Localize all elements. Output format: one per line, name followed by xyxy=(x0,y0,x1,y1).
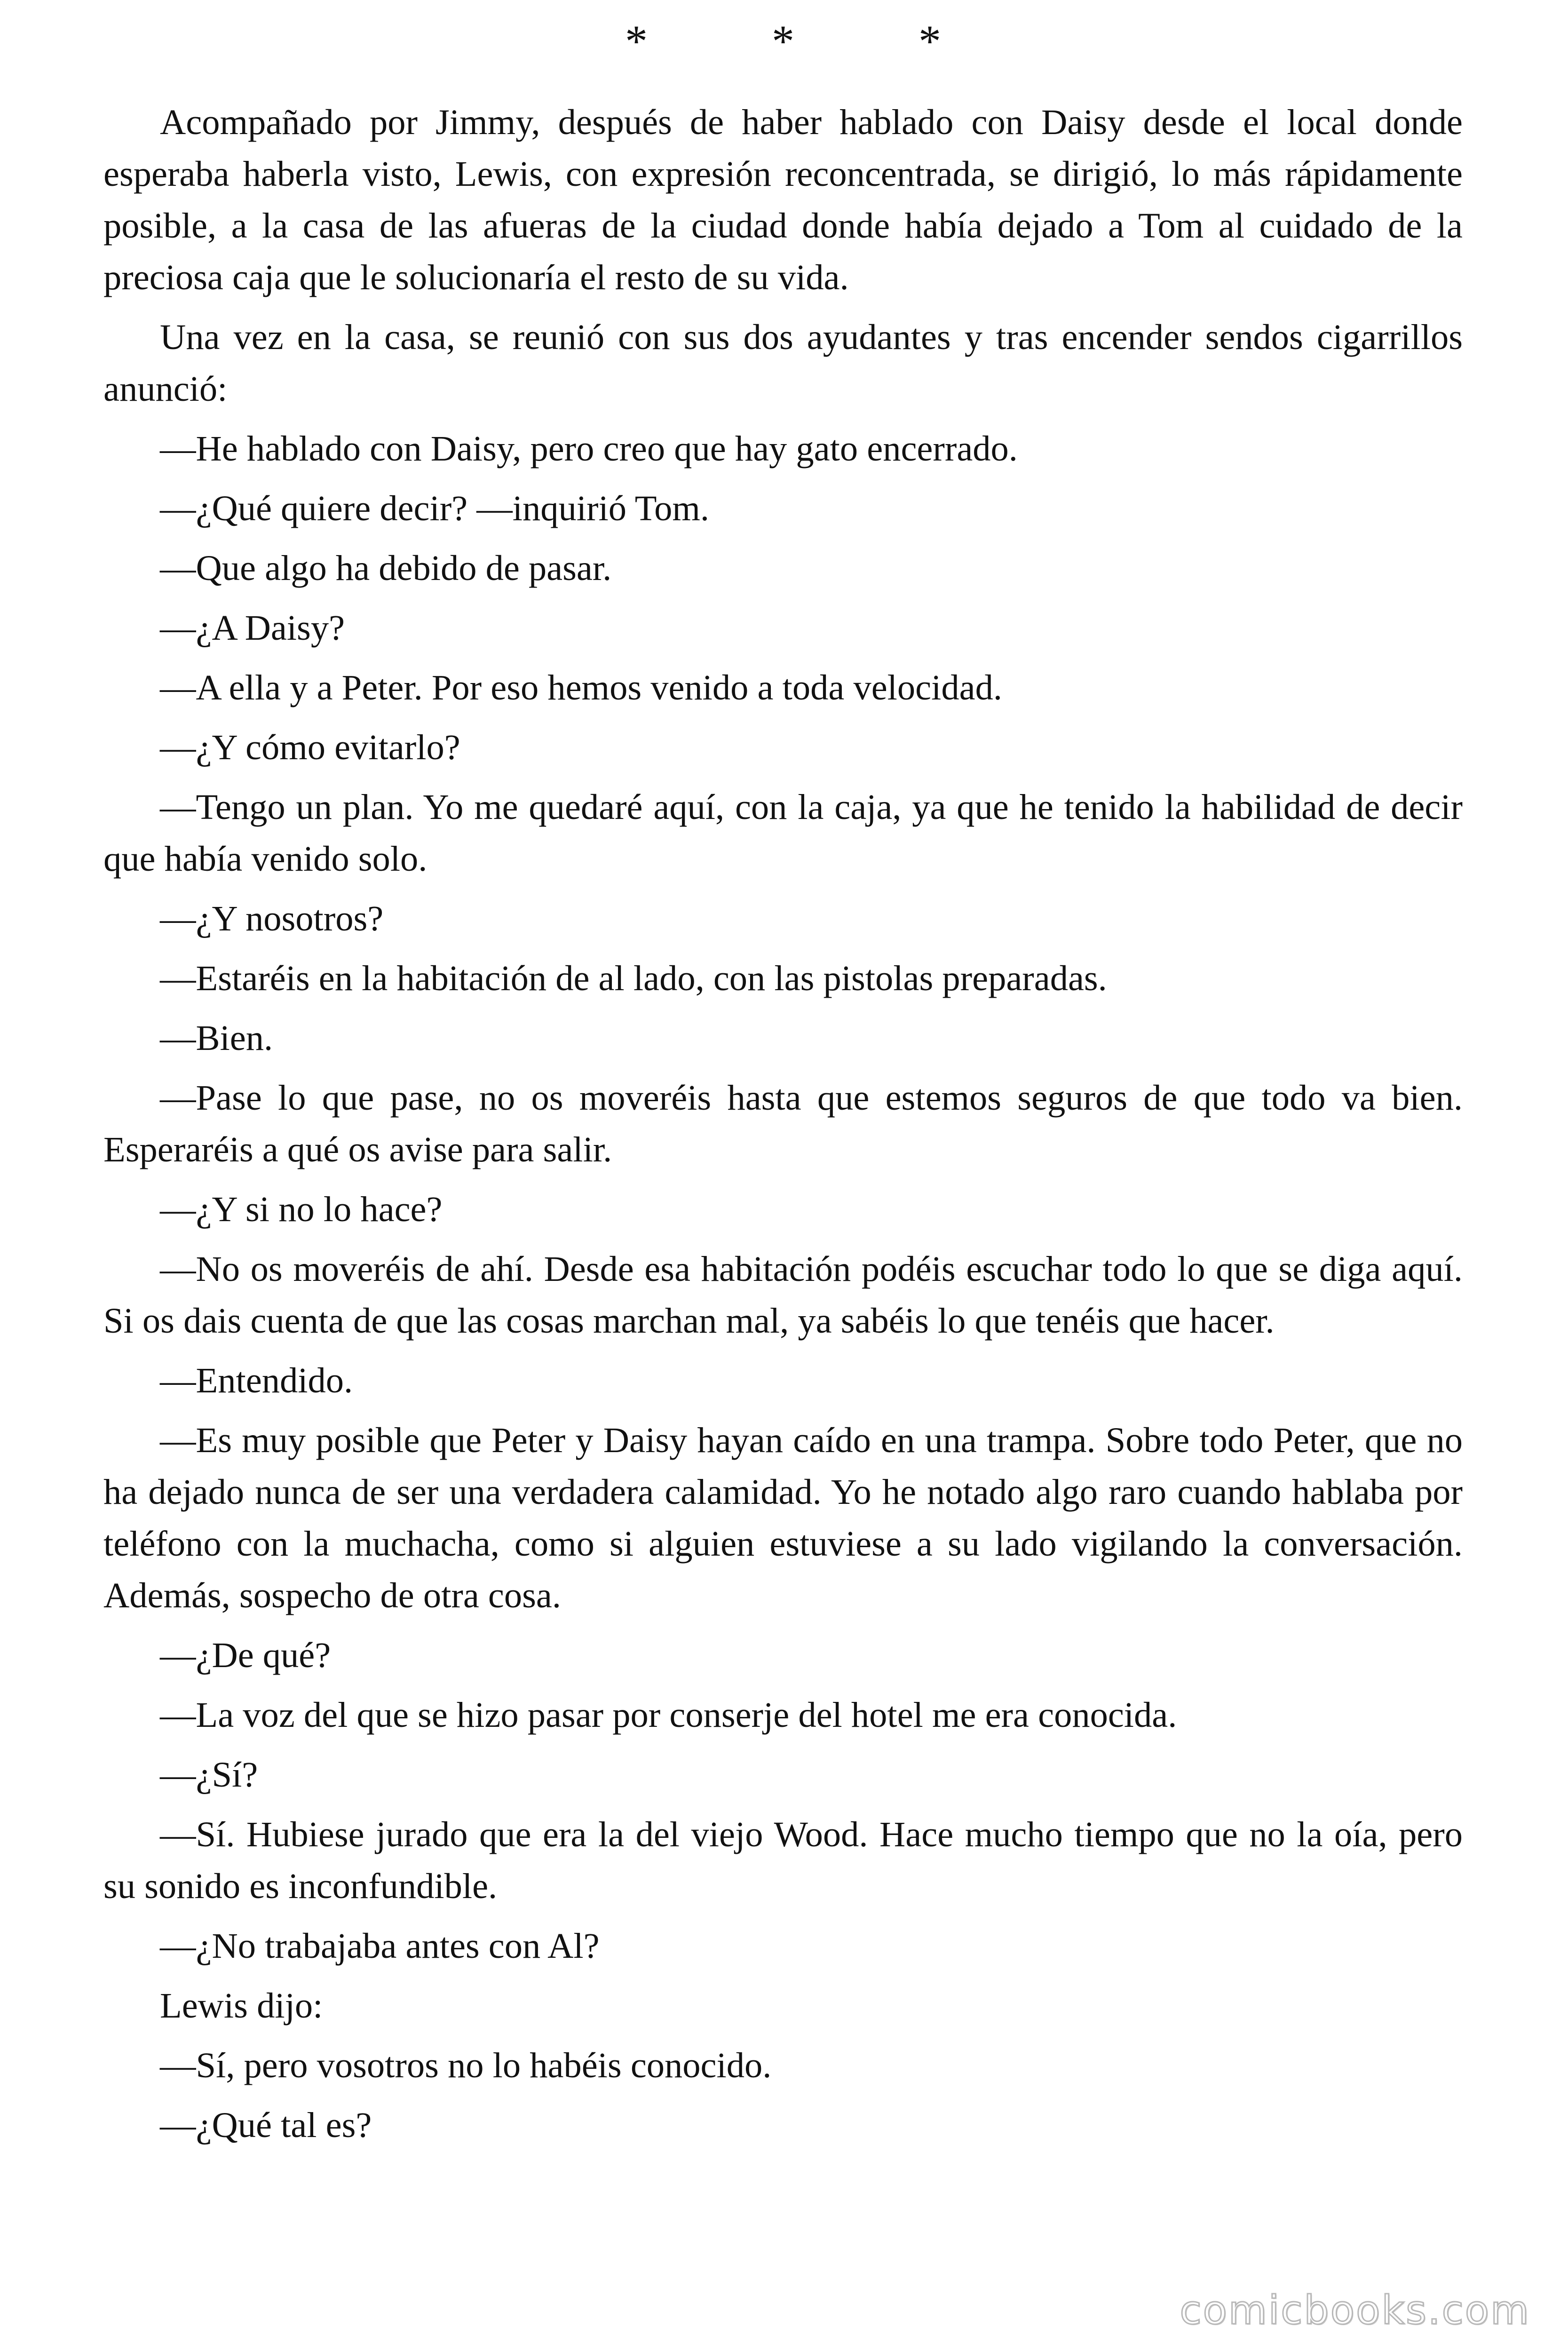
dialogue-line: —Sí, pero vosotros no lo habéis conocido. xyxy=(160,2045,772,2085)
dialogue-line: —¿De qué? xyxy=(160,1635,331,1675)
watermark: comicbooks.com xyxy=(1180,2287,1530,2333)
dialogue-line: —¿Qué quiere decir? —inquirió Tom. xyxy=(160,488,710,528)
dialogue-line: —A ella y a Peter. Por eso hemos venido a toda velocidad. xyxy=(160,667,1002,707)
dialogue-line: —La voz del que se hizo pasar por conserje del hotel me era conocida. xyxy=(160,1695,1177,1735)
dialogue-line: —Bien. xyxy=(160,1018,273,1058)
paragraph: Lewis dijo: xyxy=(160,1986,323,2026)
dialogue-line: —He hablado con Daisy, pero creo que hay gato encerrado. xyxy=(160,429,1018,469)
dialogue-line: —Estaréis en la habitación de al lado, con las pistolas preparadas. xyxy=(160,958,1107,998)
body-text xyxy=(103,96,1463,2159)
document-page xyxy=(103,0,1463,2352)
dialogue-line: —Entendido. xyxy=(160,1360,353,1400)
dialogue-line: —Tengo un plan. Yo me quedaré aquí, con la caja, ya que he tenido la habilidad de decir que había venido solo. xyxy=(103,787,1463,879)
paragraph: Una vez en la casa, se reunió con sus dos ayudantes y tras encender sendos cigarrillos anunció: xyxy=(103,317,1463,409)
section-separator: * * * xyxy=(625,16,998,66)
paragraph: Acompañado por Jimmy, después de haber hablado con Daisy desde el local donde esperaba haberla visto, Lewis, con expresión reconcentrada, se dirigió, lo más rápidamente posible, a la casa de las afueras de la ciudad donde había dejado a Tom al cuidado de la preciosa caja que le solucionaría el resto de su vida. xyxy=(103,102,1463,297)
dialogue-line: —¿Sí? xyxy=(160,1755,258,1795)
dialogue-line: —¿Y si no lo hace? xyxy=(160,1189,443,1229)
dialogue-line: —Que algo ha debido de pasar. xyxy=(160,548,612,588)
dialogue-line: —¿A Daisy? xyxy=(160,608,345,648)
dialogue-line: —¿Y nosotros? xyxy=(160,898,384,938)
dialogue-line: —¿Qué tal es? xyxy=(160,2105,372,2145)
dialogue-line: —No os moveréis de ahí. Desde esa habitación podéis escuchar todo lo que se diga aquí. Si os dais cuenta de que las cosas marchan mal, ya sabéis lo que tenéis que hacer. xyxy=(103,1249,1463,1341)
dialogue-line: —¿Y cómo evitarlo? xyxy=(160,727,460,767)
dialogue-line: —Sí. Hubiese jurado que era la del viejo Wood. Hace mucho tiempo que no la oía, pero su sonido es inconfundible. xyxy=(103,1814,1463,1906)
dialogue-line: —Es muy posible que Peter y Daisy hayan caído en una trampa. Sobre todo Peter, que no ha dejado nunca de ser una verdadera calamidad. Yo he notado algo raro cuando hablaba por teléfono con la muchacha, como si alguien estuviese a su lado vigilando la conversación. Además, sospecho de otra cosa. xyxy=(103,1420,1463,1615)
dialogue-line: —¿No trabajaba antes con Al? xyxy=(160,1926,600,1966)
dialogue-line: —Pase lo que pase, no os moveréis hasta que estemos seguros de que todo va bien. Esperaréis a qué os avise para salir. xyxy=(103,1078,1463,1169)
